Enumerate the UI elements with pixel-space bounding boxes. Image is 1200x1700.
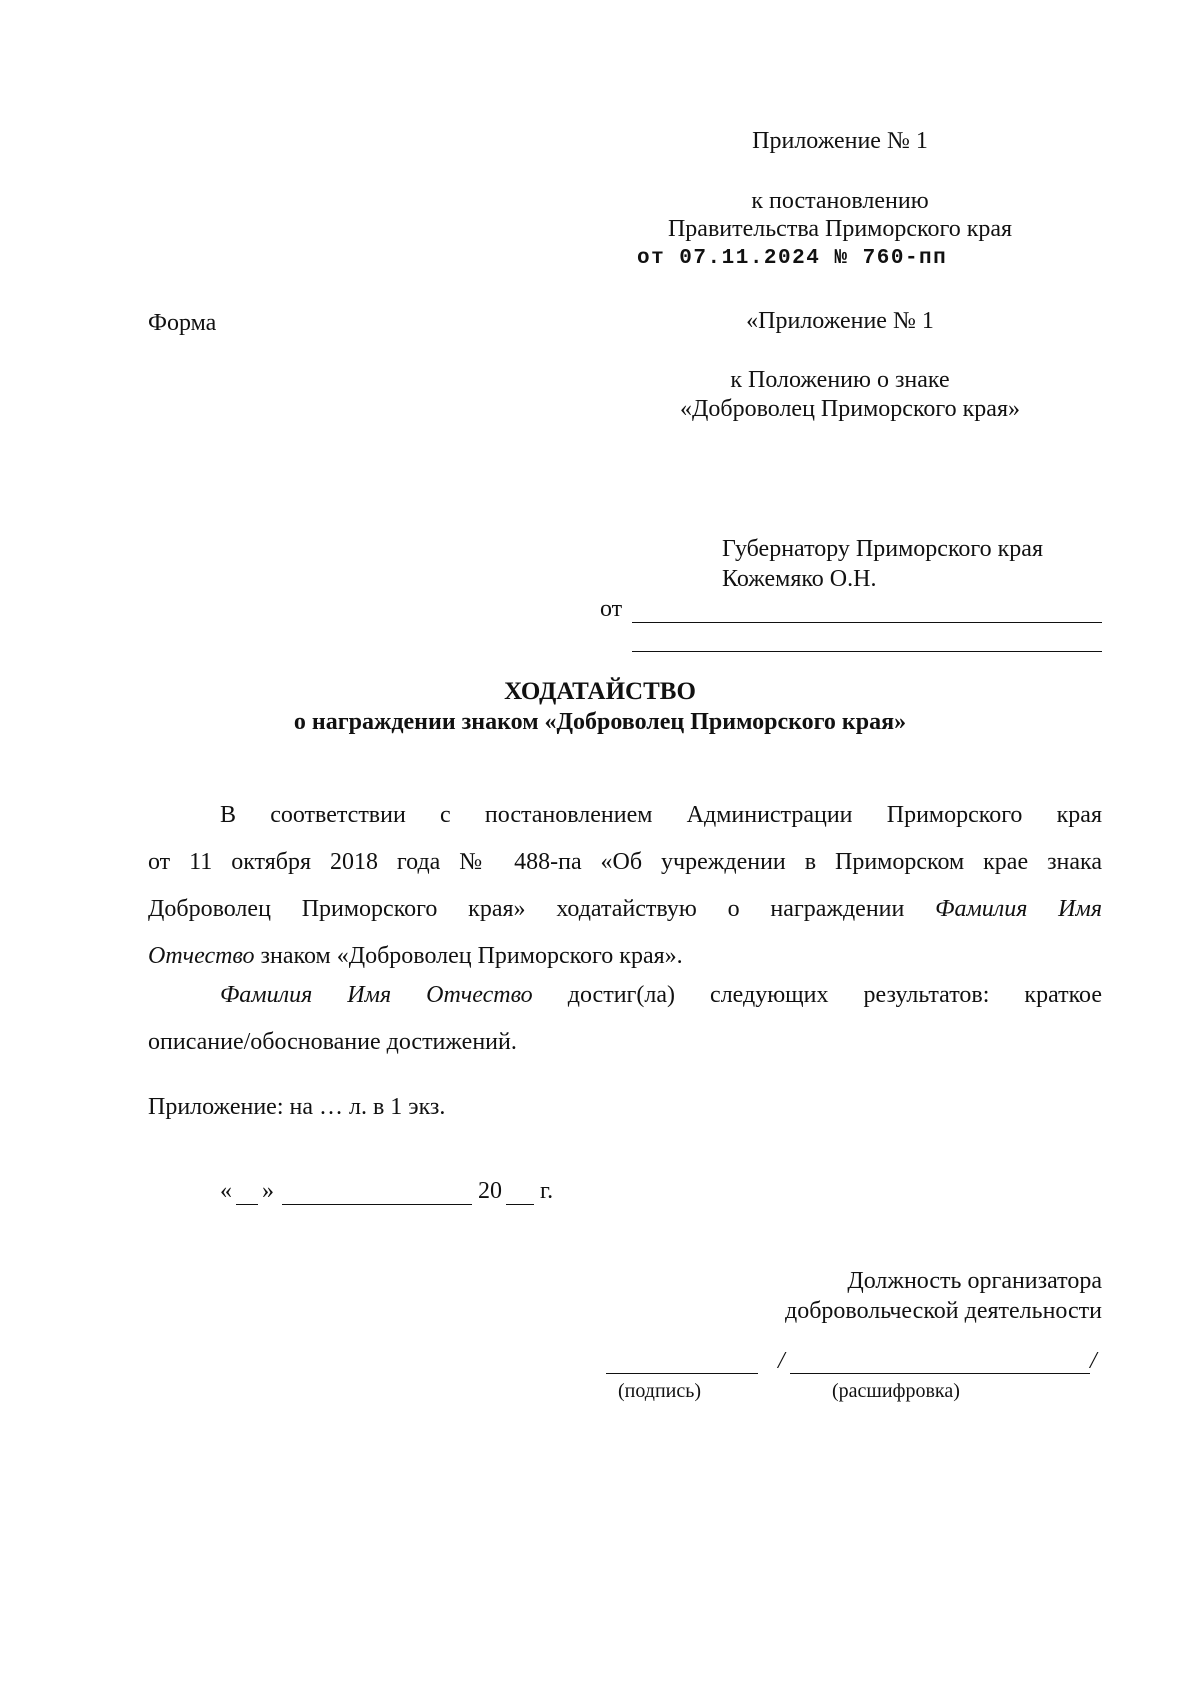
from-label: от	[600, 596, 623, 622]
inner-appendix-line1: к Положению о знаке	[730, 367, 950, 393]
body-p1-line1: В соответствии с постановлением Администрации Приморского края	[220, 802, 1102, 828]
date-year-prefix: 20	[478, 1178, 502, 1204]
date-close-quote: »	[262, 1178, 274, 1204]
appendix-ref-line1: к постановлению	[751, 188, 929, 214]
form-label: Форма	[148, 310, 217, 336]
body-p1-line2: от 11 октября 2018 года № 488-па «Об учреждении в Приморском крае знака	[148, 849, 1102, 875]
nominee-patronymic-placeholder: Отчество	[148, 943, 255, 969]
body-p1-line3	[148, 886, 1102, 933]
appendix-ref-line2: Правительства Приморского края	[667, 216, 1013, 242]
decree-stamp: от 07.11.2024 № 760-пп	[637, 247, 948, 270]
date-day-field[interactable]	[236, 1204, 258, 1205]
decoding-caption: (расшифровка)	[832, 1380, 960, 1402]
body-p2-line1-text: достиг(ла) следующих результатов: краткое	[532, 982, 1103, 1008]
appendix-title: Приложение № 1	[752, 128, 928, 154]
body-p2-line2: описание/обоснование достижений.	[148, 1029, 517, 1055]
document-subtitle: о награждении знаком «Доброволец Приморского края»	[293, 709, 907, 735]
attachment-note: Приложение: на … л. в 1 экз.	[148, 1094, 446, 1120]
nominee-fullname-placeholder: Фамилия Имя Отчество	[220, 982, 533, 1008]
body-p1-line3-text: Доброволец Приморского края» ходатайствую о награждении	[148, 896, 936, 922]
body-paragraph-1	[148, 792, 1102, 980]
date-month-field[interactable]	[282, 1204, 472, 1205]
slash-open: /	[778, 1348, 785, 1374]
signature-caption: (подпись)	[618, 1380, 702, 1402]
body-p1-line4-text: знаком «Доброволец Приморского края».	[254, 943, 683, 969]
addressee-line2: Кожемяко О.Н.	[722, 566, 877, 592]
slash-close: /	[1090, 1348, 1097, 1374]
signatory-position-line2: добровольческой деятельности	[784, 1298, 1102, 1324]
date-year-suffix: г.	[540, 1178, 554, 1204]
document-title: ХОДАТАЙСТВО	[504, 678, 696, 705]
inner-appendix-title: «Приложение № 1	[746, 308, 934, 334]
from-field-line2[interactable]	[632, 651, 1102, 652]
date-year-field[interactable]	[506, 1204, 534, 1205]
decoding-field[interactable]	[790, 1373, 1090, 1374]
nominee-name-placeholder: Фамилия Имя	[935, 896, 1102, 922]
date-open-quote: «	[220, 1178, 232, 1204]
body-paragraph-2	[148, 972, 1102, 1066]
from-field-line1[interactable]	[632, 622, 1102, 623]
addressee-line1: Губернатору Приморского края	[722, 536, 1043, 562]
signature-field[interactable]	[606, 1373, 758, 1374]
inner-appendix-line2: «Доброволец Приморского края»	[680, 396, 1020, 422]
signatory-position-line1: Должность организатора	[847, 1268, 1102, 1294]
body-p2-line1	[148, 972, 1102, 1019]
